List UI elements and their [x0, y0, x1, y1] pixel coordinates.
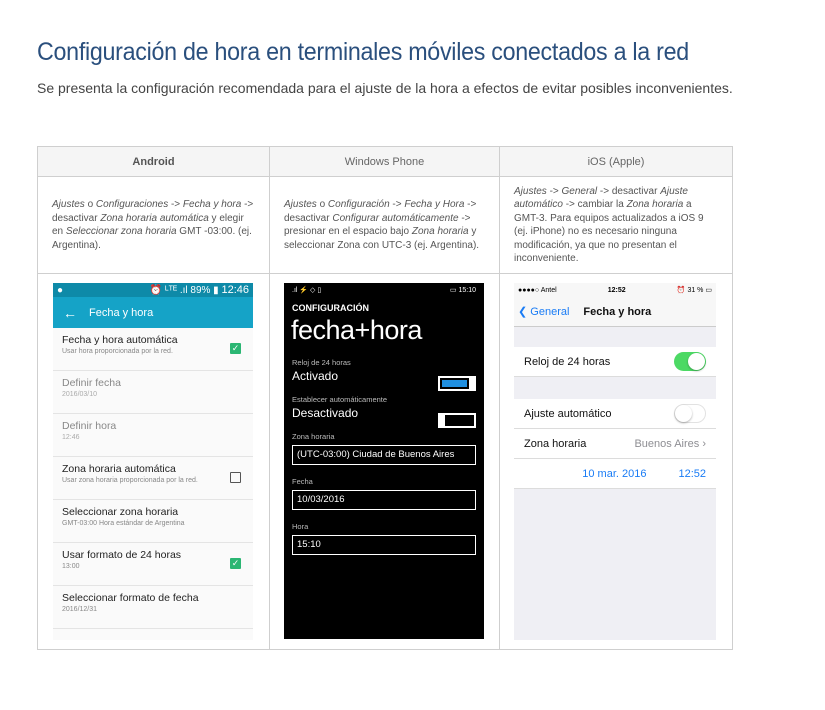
setting-set-date[interactable]	[53, 371, 253, 414]
timezone-value: Buenos Aires	[634, 437, 700, 450]
label-date: Fecha	[292, 477, 313, 486]
column-header-android: Android	[38, 147, 269, 177]
time-field[interactable]: 15:10	[292, 535, 476, 555]
location-icon: ●	[57, 284, 64, 296]
back-label: General	[530, 306, 570, 318]
setting-auto-datetime[interactable]	[53, 328, 253, 371]
setting-subtitle: Usar zona horaria proporcionada por la red.	[62, 477, 198, 484]
timezone-select[interactable]: (UTC-03:00) Ciudad de Buenos Aires	[292, 445, 476, 465]
setting-title: Definir fecha	[62, 377, 121, 389]
switch-24h-on[interactable]	[674, 352, 706, 371]
signal-icon: .ıl ⚡ ◇ ▯	[292, 287, 322, 294]
date-field[interactable]: 10/03/2016	[292, 490, 476, 510]
setting-auto-timezone[interactable]	[53, 457, 253, 500]
page-heading: fecha+hora	[291, 315, 422, 345]
battery-icon: ▭	[449, 287, 457, 294]
setting-date-format[interactable]	[53, 586, 253, 629]
status-time: 12:46	[221, 284, 249, 296]
status-time: 15:10	[458, 287, 476, 294]
date-value: 10 mar. 2016	[582, 467, 647, 480]
setting-subtitle: 13:00	[62, 563, 80, 570]
android-description: Ajustes o Configuraciones -> Fecha y hora -> desactivar Zona horaria automática y elegir en Seleccionar zona horaria GMT -03:00. (ej. Argentina).	[38, 177, 269, 274]
label-timezone: Zona horaria	[292, 432, 335, 441]
app-bar-title: Fecha y hora	[89, 306, 154, 319]
chevron-left-icon: ❮	[518, 306, 528, 318]
carrier: ●●●●○ Antel	[518, 286, 557, 294]
setting-title: Seleccionar formato de fecha	[62, 592, 199, 604]
row-label: Reloj de 24 horas	[524, 355, 611, 368]
row-date-time[interactable]	[514, 459, 716, 489]
checkbox-checked[interactable]: ✓	[231, 343, 240, 353]
row-label: Zona horaria	[524, 437, 587, 450]
back-button[interactable]	[518, 305, 569, 318]
setting-subtitle: Usar hora proporcionada por la red.	[62, 348, 173, 355]
value-24h: Activado	[292, 369, 339, 383]
windows-description: Ajustes o Configuración -> Fecha y Hora -> desactivar Configurar automáticamente -> presionar en el espacio bajo Zona horaria y seleccionar Zona con UTC-3 (ej. Argentina).	[270, 177, 499, 274]
switch-auto-off[interactable]	[674, 404, 706, 423]
setting-title: Fecha y hora automática	[62, 334, 178, 346]
setting-title: Definir hora	[62, 420, 117, 432]
setting-title: Usar formato de 24 horas	[62, 549, 182, 561]
status-icons: ⏰ ᴸᵀᴱ .ıl 89% ▮	[149, 285, 219, 296]
config-table	[37, 146, 733, 650]
setting-set-time[interactable]	[53, 414, 253, 457]
label-auto: Establecer automáticamente	[292, 395, 388, 404]
setting-title: Seleccionar zona horaria	[62, 506, 179, 518]
setting-subtitle: 2016/03/10	[62, 391, 98, 398]
ios-status-bar	[514, 283, 716, 297]
app-name: CONFIGURACIÓN	[292, 303, 369, 313]
arrow-left-icon[interactable]: ←	[63, 304, 77, 321]
label-time: Hora	[292, 522, 309, 531]
alarm-icon: ⏰	[676, 287, 686, 294]
value-auto: Desactivado	[292, 406, 359, 420]
setting-subtitle: GMT-03:00 Hora estándar de Argentina	[62, 520, 185, 527]
windows-screenshot	[284, 283, 484, 639]
setting-subtitle: 2016/12/31	[62, 606, 98, 613]
column-header-windows: Windows Phone	[270, 147, 499, 177]
status-time: 12:52	[607, 286, 626, 294]
label-24h: Reloj de 24 horas	[292, 358, 351, 367]
row-24h	[514, 347, 716, 377]
ios-nav-bar	[514, 297, 716, 327]
time-value: 12:52	[678, 467, 706, 480]
setting-title: Zona horaria automática	[62, 463, 176, 475]
setting-select-timezone[interactable]	[53, 500, 253, 543]
battery-icon: ▭	[705, 287, 712, 294]
row-timezone[interactable]	[514, 429, 716, 459]
ios-description: Ajustes -> General -> desactivar Ajuste automático -> cambiar la Zona horaria a GMT-3. Para equipos actualizados a iOS 9 (ej. iPhone) no es necesario ninguna modificación, ya que no presentan el inconveniente.	[500, 177, 732, 274]
row-auto	[514, 399, 716, 429]
ios-screenshot	[514, 283, 716, 640]
android-screenshot	[53, 283, 253, 640]
setting-24h-format[interactable]	[53, 543, 253, 586]
android-column	[38, 147, 270, 649]
row-label: Ajuste automático	[524, 407, 612, 420]
checkbox-unchecked[interactable]	[230, 472, 241, 483]
chevron-right-icon: ›	[702, 437, 706, 450]
windows-status-bar	[284, 283, 484, 297]
android-status-bar	[53, 283, 253, 297]
toggle-24h-on[interactable]	[438, 376, 476, 391]
nav-title: Fecha y hora	[583, 305, 652, 318]
page-title: Configuración de hora en terminales móviles conectados a la red	[37, 38, 689, 66]
checkbox-checked[interactable]: ✓	[231, 558, 240, 568]
ios-column	[500, 147, 732, 649]
toggle-auto-off[interactable]	[438, 413, 476, 428]
column-header-ios: iOS (Apple)	[500, 147, 732, 177]
android-app-bar	[53, 297, 253, 328]
windows-column	[270, 147, 500, 649]
page-subtitle: Se presenta la configuración recomendada para el ajuste de la hora a efectos de evitar posibles inconvenientes.	[37, 80, 733, 96]
setting-subtitle: 12:46	[62, 434, 80, 441]
battery-level: 31 %	[687, 287, 704, 294]
